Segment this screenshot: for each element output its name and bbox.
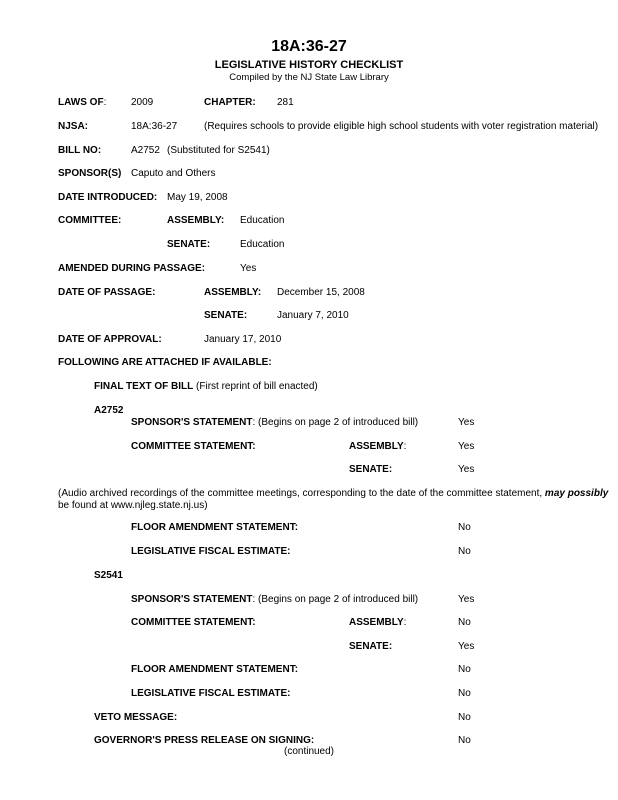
- press-release-label: GOVERNOR'S PRESS RELEASE ON SIGNING:: [94, 735, 315, 746]
- s2541-sponsor-statement: SPONSOR'S STATEMENT: (Begins on page 2 of introduced bill): [131, 594, 419, 605]
- a2752-assembly-label: ASSEMBLY:: [349, 441, 407, 452]
- citation-title: 18A:36-27: [271, 38, 347, 55]
- a2752-fiscal-value: No: [458, 546, 471, 557]
- chapter-value: 281: [277, 97, 294, 108]
- sponsors-value: Caputo and Others: [131, 168, 216, 179]
- laws-of-label: LAWS OF:: [58, 97, 107, 108]
- bill-no-label: BILL NO:: [58, 145, 102, 156]
- date-introduced-value: May 19, 2008: [167, 192, 228, 203]
- committee-senate-value: Education: [240, 239, 285, 250]
- continued-note: (continued): [283, 746, 335, 757]
- a2752-committee-label: COMMITTEE STATEMENT:: [131, 441, 256, 452]
- veto-message-label: VETO MESSAGE:: [94, 712, 178, 723]
- s2541-fiscal-label: LEGISLATIVE FISCAL ESTIMATE:: [131, 688, 291, 699]
- bill-no-note: (Substituted for S2541): [167, 145, 270, 156]
- date-of-approval-label: DATE OF APPROVAL:: [58, 334, 162, 345]
- njsa-label: NJSA:: [58, 121, 89, 132]
- date-of-passage-label: DATE OF PASSAGE:: [58, 287, 156, 298]
- veto-message-value: No: [458, 712, 471, 723]
- following-heading: FOLLOWING ARE ATTACHED IF AVAILABLE:: [58, 357, 272, 368]
- sponsors-label: SPONSOR(S): [58, 168, 122, 179]
- amended-value: Yes: [240, 263, 257, 274]
- committee-assembly-label: ASSEMBLY:: [167, 215, 225, 226]
- s2541-senate-value: Yes: [458, 641, 475, 652]
- laws-of-year: 2009: [131, 97, 154, 108]
- passage-senate-label: SENATE:: [204, 310, 248, 321]
- a2752-senate-label: SENATE:: [349, 464, 393, 475]
- passage-assembly-label: ASSEMBLY:: [204, 287, 262, 298]
- s2541-senate-label: SENATE:: [349, 641, 393, 652]
- bill-no-value: A2752: [131, 145, 160, 156]
- amended-label: AMENDED DURING PASSAGE:: [58, 263, 206, 274]
- s2541-floor-value: No: [458, 664, 471, 675]
- s2541-assembly-label: ASSEMBLY:: [349, 617, 407, 628]
- committee-assembly-value: Education: [240, 215, 285, 226]
- checklist-title: LEGISLATIVE HISTORY CHECKLIST: [214, 59, 404, 71]
- a2752-sponsor-value: Yes: [458, 417, 475, 428]
- s2541-heading: S2541: [94, 570, 123, 581]
- s2541-committee-label: COMMITTEE STATEMENT:: [131, 617, 256, 628]
- press-release-value: No: [458, 735, 471, 746]
- committee-senate-label: SENATE:: [167, 239, 211, 250]
- committee-label: COMMITTEE:: [58, 215, 122, 226]
- audio-note-line1: (Audio archived recordings of the committee meetings, corresponding to the date of the committee statement, may possibly: [58, 488, 609, 499]
- passage-senate-value: January 7, 2010: [277, 310, 349, 321]
- date-of-approval-value: January 17, 2010: [204, 334, 282, 345]
- date-introduced-label: DATE INTRODUCED:: [58, 192, 158, 203]
- s2541-floor-label: FLOOR AMENDMENT STATEMENT:: [131, 664, 299, 675]
- a2752-floor-label: FLOOR AMENDMENT STATEMENT:: [131, 522, 299, 533]
- njsa-value: 18A:36-27: [131, 121, 178, 132]
- s2541-fiscal-value: No: [458, 688, 471, 699]
- a2752-fiscal-label: LEGISLATIVE FISCAL ESTIMATE:: [131, 546, 291, 557]
- njsa-description: (Requires schools to provide eligible high school students with voter registration material): [204, 121, 599, 132]
- passage-assembly-value: December 15, 2008: [277, 287, 365, 298]
- compiled-by: Compiled by the NJ State Law Library: [229, 72, 389, 83]
- audio-note-line2: be found at www.njleg.state.nj.us): [58, 500, 208, 511]
- chapter-label: CHAPTER:: [204, 97, 256, 108]
- s2541-sponsor-value: Yes: [458, 594, 475, 605]
- final-text-line: FINAL TEXT OF BILL (First reprint of bill enacted): [94, 381, 318, 392]
- a2752-assembly-value: Yes: [458, 441, 475, 452]
- a2752-floor-value: No: [458, 522, 471, 533]
- a2752-sponsor-statement: SPONSOR'S STATEMENT: (Begins on page 2 of introduced bill): [131, 417, 419, 428]
- a2752-senate-value: Yes: [458, 464, 475, 475]
- s2541-assembly-value: No: [458, 617, 471, 628]
- a2752-heading: A2752: [94, 405, 124, 416]
